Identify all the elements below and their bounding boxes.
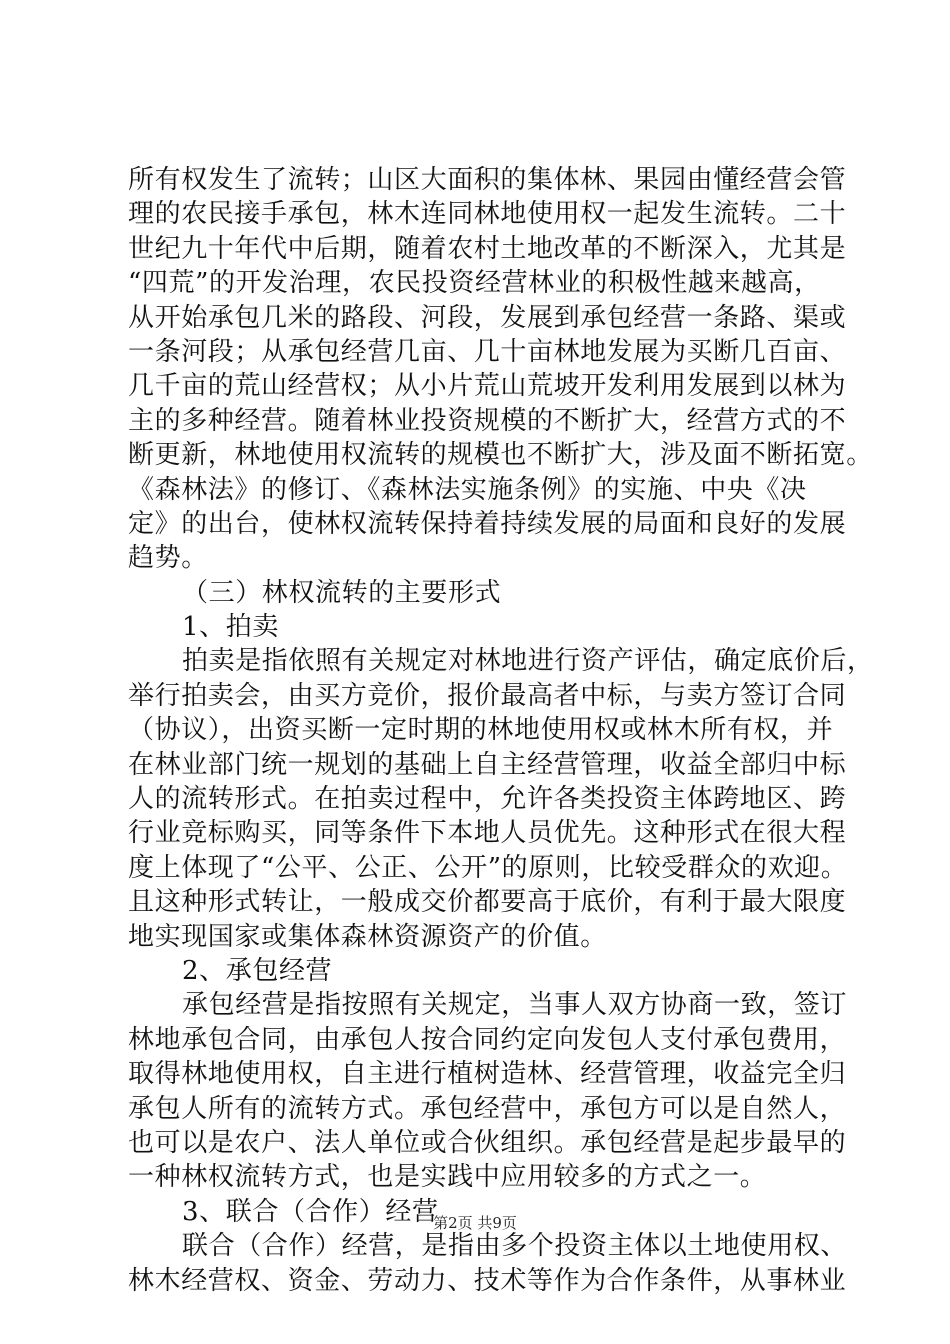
text-line: 趋势。 <box>128 543 208 574</box>
text-line: 举行拍卖会，由买方竞价，报价最高者中标，与卖方签订合同 <box>128 680 847 711</box>
text-line: 断更新，林地使用权流转的规模也不断扩大，涉及面不断拓宽。 <box>128 440 873 471</box>
paragraph-start-line: 联合（合作）经营，是指由多个投资主体以土地使用权、 <box>182 1231 848 1262</box>
text-line: 一条河段；从承包经营几亩、几十亩林地发展为买断几百亩、 <box>128 336 847 367</box>
text-line: 林木经营权、资金、劳动力、技术等作为合作条件，从事林业 <box>128 1265 847 1296</box>
text-line: （协议），出资买断一定时期的林地使用权或林木所有权，并 <box>128 715 834 746</box>
text-line: “四荒”的开发治理，农民投资经营林业的积极性越来越高， <box>128 268 821 299</box>
text-line: 主的多种经营。随着林业投资规模的不断扩大，经营方式的不 <box>128 405 847 436</box>
text-line: 世纪九十年代中后期，随着农村土地改革的不断深入，尤其是 <box>128 233 847 264</box>
subsection-heading: 2、承包经营 <box>182 955 333 986</box>
text-line: 行业竞标购买，同等条件下本地人员优先。这种形式在很大程 <box>128 818 847 849</box>
paragraph-start-line: 承包经营是指按照有关规定，当事人双方协商一致，签订 <box>182 990 848 1021</box>
text-line: 定》的出台，使林权流转保持着持续发展的局面和良好的发展 <box>128 508 847 539</box>
page-number-footer: 第2页 共9页 <box>433 1214 517 1232</box>
text-line: 《森林法》的修订、《森林法实施条例》的实施、中央《决 <box>128 474 807 505</box>
text-line: 从开始承包几米的路段、河段，发展到承包经营一条路、渠或 <box>128 302 847 333</box>
subsection-heading: 1、拍卖 <box>182 612 279 643</box>
text-line: 所有权发生了流转；山区大面积的集体林、果园由懂经营会管 <box>128 165 847 195</box>
text-line: 也可以是农户、法人单位或合伙组织。承包经营是起步最早的 <box>128 1127 847 1158</box>
paragraph-start-line: 拍卖是指依照有关规定对林地进行资产评估，确定底价后， <box>182 646 874 677</box>
document-body <box>128 163 874 1298</box>
text-line: 人的流转形式。在拍卖过程中，允许各类投资主体跨地区、跨 <box>128 784 847 815</box>
text-line: 度上体现了“公平、公正、公开”的原则，比较受群众的欢迎。 <box>128 852 848 883</box>
subsection-heading: 3、联合（合作）经营 <box>182 1196 439 1227</box>
section-heading: （三）林权流转的主要形式 <box>182 577 502 608</box>
text-line: 一种林权流转方式，也是实践中应用较多的方式之一。 <box>128 1162 767 1193</box>
text-line: 在林业部门统一规划的基础上自主经营管理，收益全部归中标 <box>128 749 847 780</box>
text-line: 承包人所有的流转方式。承包经营中，承包方可以是自然人， <box>128 1093 847 1124</box>
text-line: 理的农民接手承包，林木连同林地使用权一起发生流转。二十 <box>128 199 847 230</box>
text-line: 地实现国家或集体森林资源资产的价值。 <box>128 921 607 952</box>
text-line: 取得林地使用权，自主进行植树造林、经营管理，收益完全归 <box>128 1059 847 1090</box>
text-line: 林地承包合同，由承包人按合同约定向发包人支付承包费用， <box>128 1024 847 1055</box>
text-line: 几千亩的荒山经营权；从小片荒山荒坡开发利用发展到以林为 <box>128 371 847 402</box>
text-line: 且这种形式转让，一般成交价都要高于底价，有利于最大限度 <box>128 887 847 918</box>
